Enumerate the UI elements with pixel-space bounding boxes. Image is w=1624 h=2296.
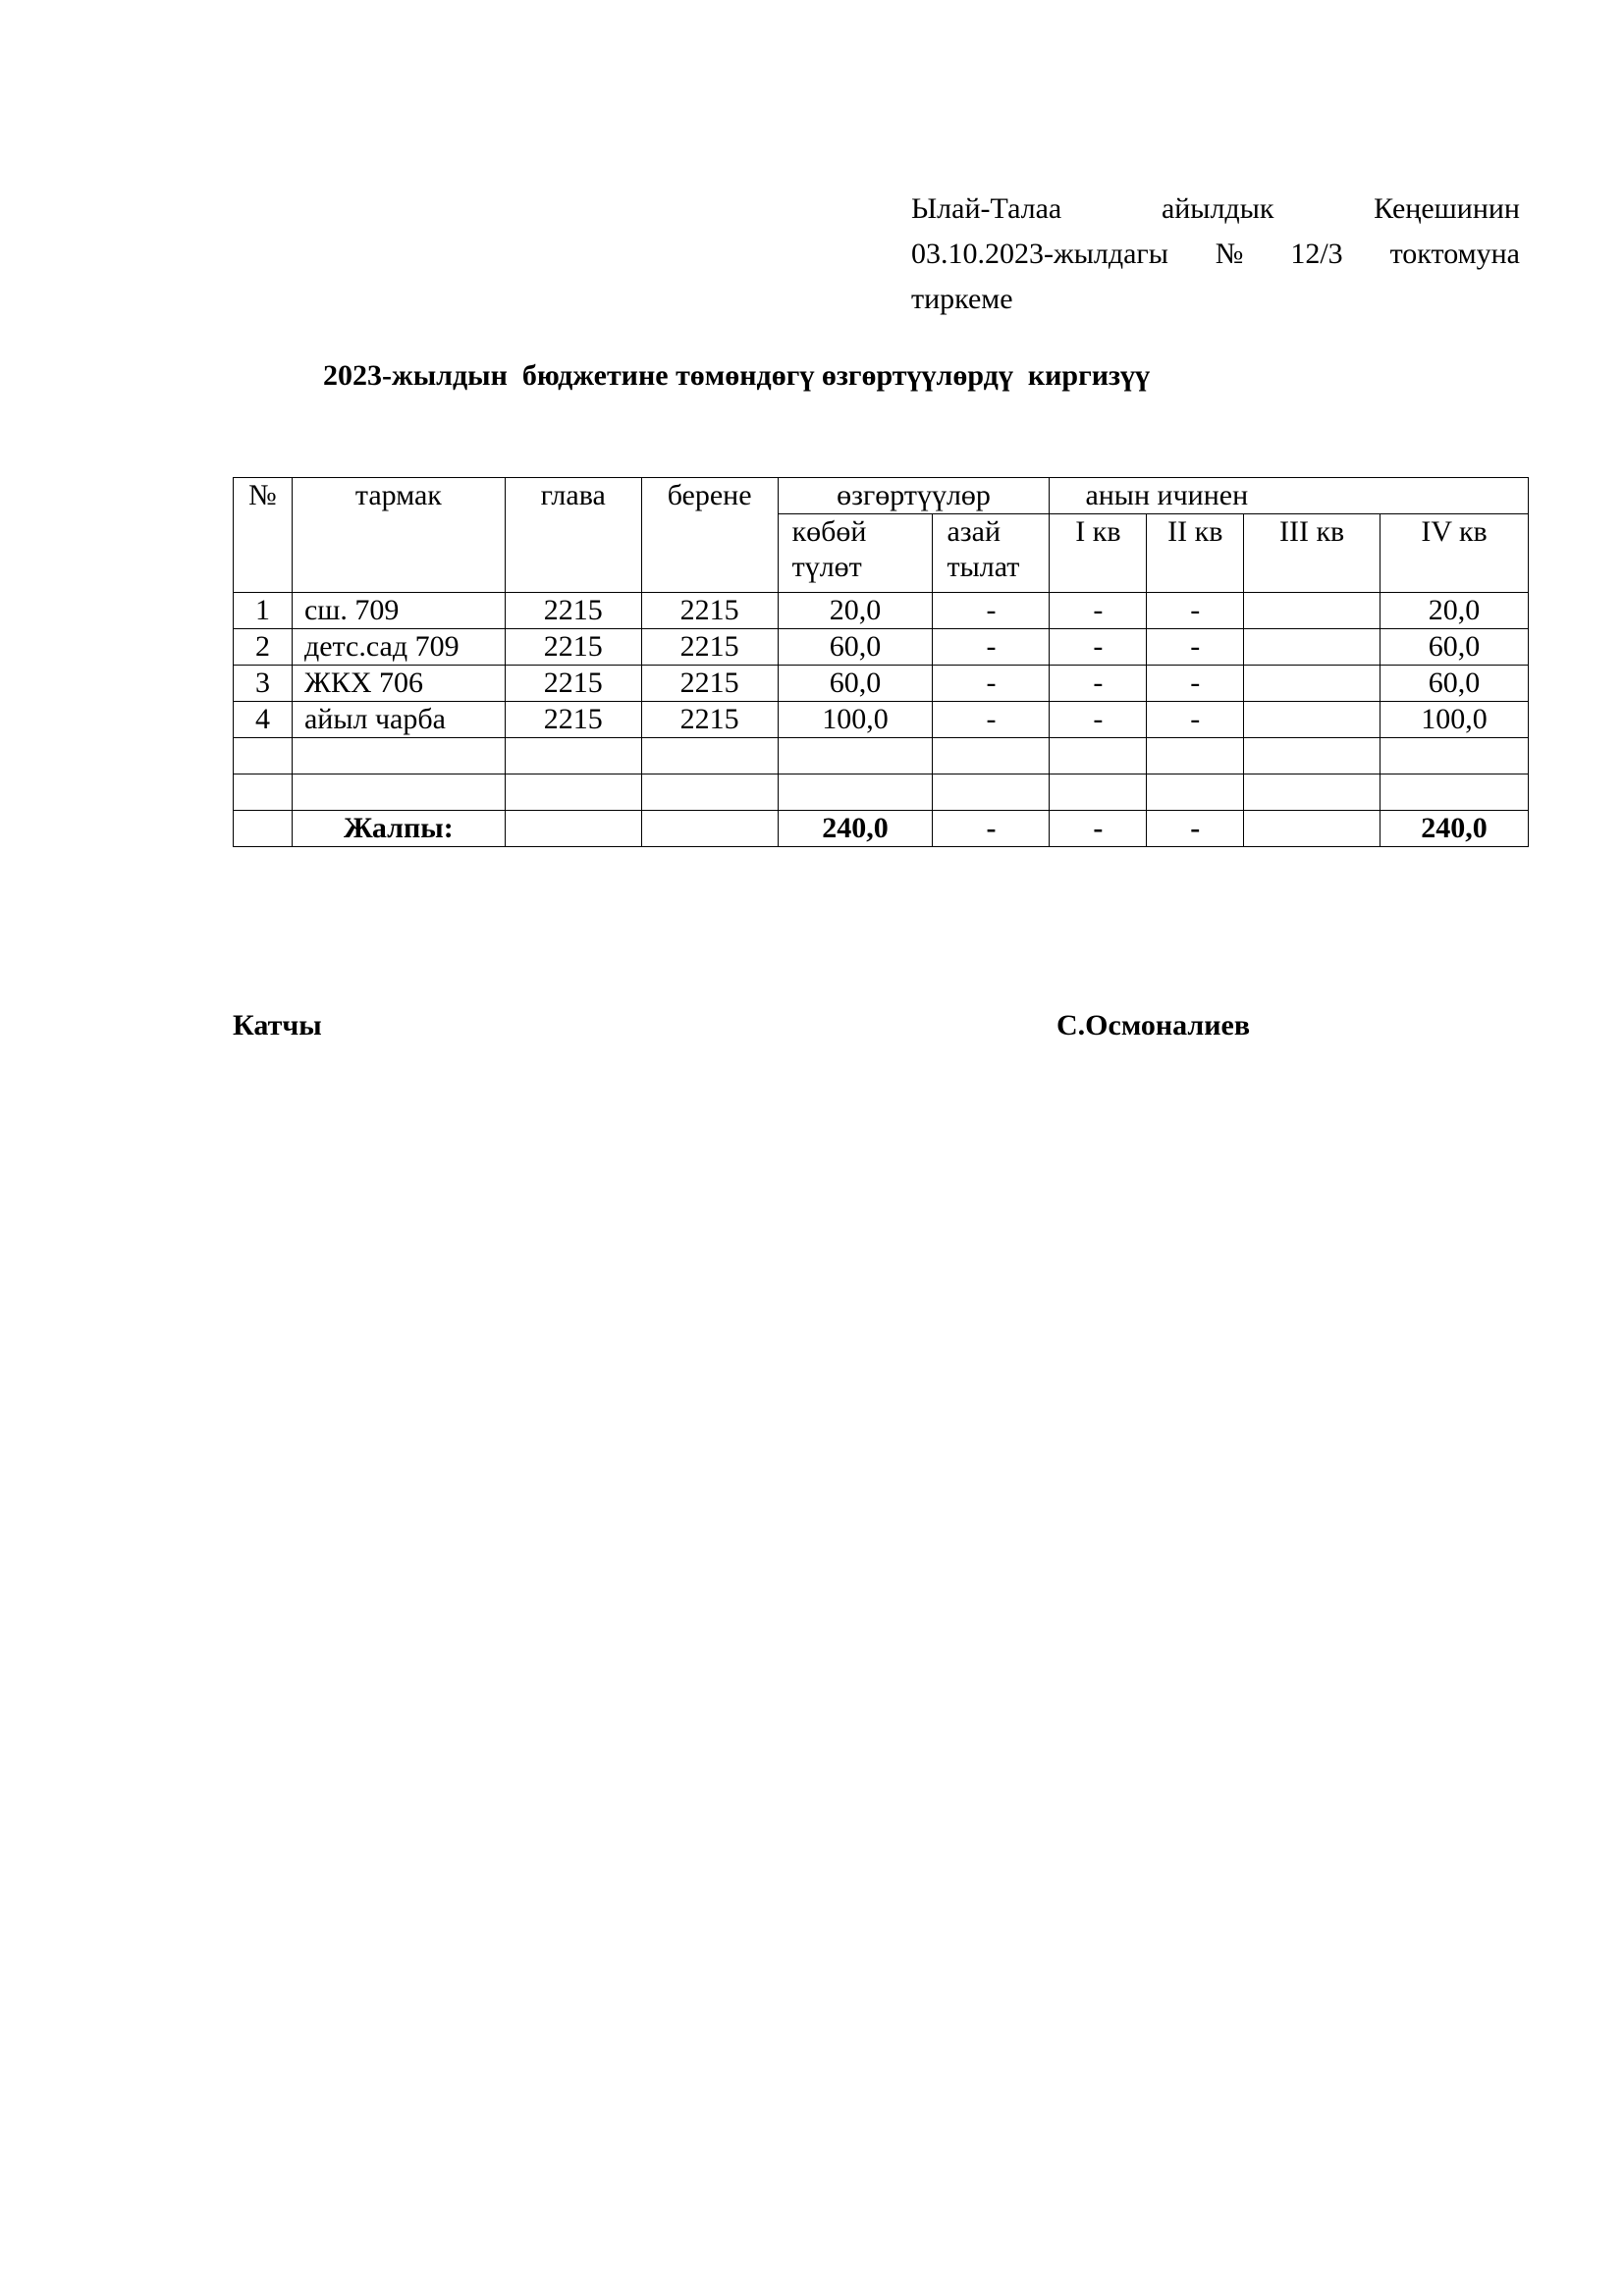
total-q1: -	[1050, 811, 1147, 847]
total-decrease: -	[933, 811, 1050, 847]
header-no: №	[234, 478, 293, 593]
cell-q1: -	[1050, 629, 1147, 666]
cell-decrease: -	[933, 593, 1050, 629]
total-chapter	[505, 811, 641, 847]
table-row	[234, 629, 1529, 666]
cell-increase: 20,0	[778, 593, 933, 629]
budget-table	[233, 477, 1529, 847]
header-decrease-line: тылат	[947, 551, 1020, 583]
attachment-word: 03.10.2023-жылдагы	[911, 238, 1168, 270]
cell-no: 1	[234, 593, 293, 629]
total-label: Жалпы:	[292, 811, 505, 847]
attachment-line-1	[911, 187, 1520, 232]
total-no	[234, 811, 293, 847]
header-chapter: глава	[505, 478, 641, 593]
header-increase	[778, 514, 933, 593]
cell-branch: айыл чарба	[292, 702, 505, 738]
cell-q3	[1244, 629, 1380, 666]
header-changes: өзгөртүүлөр	[778, 478, 1050, 514]
attachment-word: Кеңешинин	[1374, 192, 1520, 225]
cell-branch: детс.сад 709	[292, 629, 505, 666]
document-title: 2023-жылдын бюджетине төмөндөгү өзгөртүүлөрдү киргизүү	[323, 359, 1151, 392]
cell-increase: 60,0	[778, 629, 933, 666]
header-q4: IV кв	[1380, 514, 1529, 593]
cell-q2: -	[1147, 666, 1244, 702]
cell-q2: -	[1147, 629, 1244, 666]
attachment-word: Ылай-Талаа	[911, 192, 1062, 225]
header-q1: I кв	[1050, 514, 1147, 593]
total-row	[234, 811, 1529, 847]
table-header-row	[234, 478, 1529, 514]
cell-q4: 60,0	[1380, 629, 1529, 666]
cell-q4: 60,0	[1380, 666, 1529, 702]
attachment-word: 12/3	[1290, 238, 1343, 270]
header-q2: II кв	[1147, 514, 1244, 593]
cell-item: 2215	[641, 629, 778, 666]
header-decrease-line: азай	[947, 515, 1001, 548]
empty-row	[234, 774, 1529, 811]
header-item: берене	[641, 478, 778, 593]
header-increase-line: түлөт	[791, 551, 862, 583]
attachment-word: токтомуна	[1389, 238, 1520, 270]
cell-branch: сш. 709	[292, 593, 505, 629]
empty-row	[234, 738, 1529, 774]
cell-q1: -	[1050, 702, 1147, 738]
attachment-note	[911, 187, 1520, 322]
total-q2: -	[1147, 811, 1244, 847]
header-increase-line: көбөй	[791, 515, 867, 548]
cell-q3	[1244, 593, 1380, 629]
total-item	[641, 811, 778, 847]
cell-decrease: -	[933, 702, 1050, 738]
cell-increase: 100,0	[778, 702, 933, 738]
header-including: анын ичинен	[1050, 478, 1529, 514]
table-row	[234, 666, 1529, 702]
cell-q3	[1244, 666, 1380, 702]
attachment-word: №	[1215, 238, 1244, 270]
cell-q3	[1244, 702, 1380, 738]
header-decrease	[933, 514, 1050, 593]
attachment-line-2	[911, 232, 1520, 277]
attachment-line-3: тиркеме	[911, 283, 1013, 315]
total-q4: 240,0	[1380, 811, 1529, 847]
cell-q4: 20,0	[1380, 593, 1529, 629]
cell-chapter: 2215	[505, 702, 641, 738]
cell-item: 2215	[641, 666, 778, 702]
total-increase: 240,0	[778, 811, 933, 847]
cell-no: 4	[234, 702, 293, 738]
total-q3	[1244, 811, 1380, 847]
cell-no: 2	[234, 629, 293, 666]
signature-role: Катчы	[233, 1009, 322, 1041]
cell-decrease: -	[933, 629, 1050, 666]
signature-name: С.Осмоналиев	[1056, 1009, 1251, 1041]
table-row	[234, 702, 1529, 738]
attachment-word: айылдык	[1161, 192, 1274, 225]
cell-item: 2215	[641, 593, 778, 629]
cell-q1: -	[1050, 666, 1147, 702]
cell-chapter: 2215	[505, 666, 641, 702]
cell-decrease: -	[933, 666, 1050, 702]
cell-q1: -	[1050, 593, 1147, 629]
cell-branch: ЖКХ 706	[292, 666, 505, 702]
cell-item: 2215	[641, 702, 778, 738]
header-branch: тармак	[292, 478, 505, 593]
cell-q2: -	[1147, 702, 1244, 738]
cell-q2: -	[1147, 593, 1244, 629]
cell-q4: 100,0	[1380, 702, 1529, 738]
cell-chapter: 2215	[505, 593, 641, 629]
table-row	[234, 593, 1529, 629]
cell-chapter: 2215	[505, 629, 641, 666]
cell-no: 3	[234, 666, 293, 702]
header-q3: III кв	[1244, 514, 1380, 593]
cell-increase: 60,0	[778, 666, 933, 702]
